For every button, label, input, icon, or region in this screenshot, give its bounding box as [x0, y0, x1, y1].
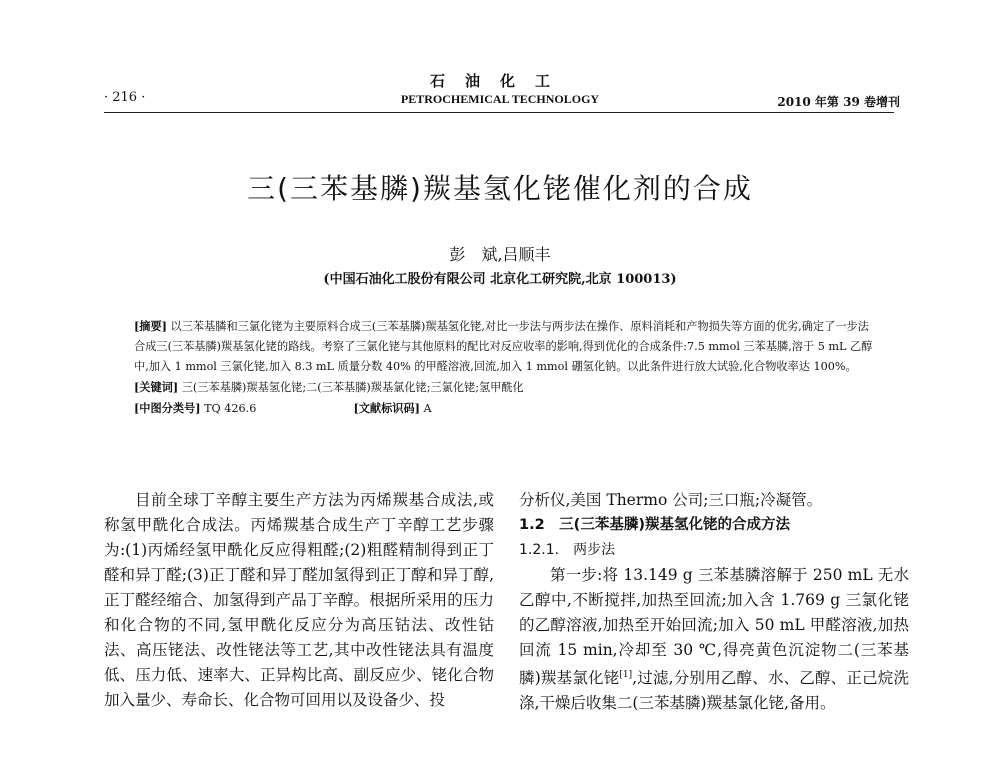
abstract-paragraph	[134, 316, 874, 377]
section-heading-1-2: 1.2 三(三苯基膦)羰基氢化铑的合成方法	[519, 517, 790, 533]
journal-name-cn: 石油化工	[429, 72, 570, 90]
method-text-end: ,过滤,分别用乙醇、水、乙醇、正己烷洗涤,干燥后收集二(三苯基膦)羰基氯化铑,备用。	[519, 669, 909, 713]
body-column-right	[519, 488, 909, 716]
method-text: 第一步:将 13.149 g 三苯基膦溶解于 250 mL 无水乙醇中,不断搅拌,加热至回流;加入含 1.769 g 三氯化铑的乙醇溶液,加热至开始回流;加入 50 mL 甲醛溶液,加热回流 15 min,冷却至 30 ℃,得亮黄色沉淀物二(三苯基膦)羰基氯化铑	[519, 566, 909, 688]
method-paragraph	[519, 563, 909, 716]
cls-value: TQ 426.6	[204, 402, 257, 415]
page-number: · 216 ·	[104, 90, 146, 105]
keywords-label: [关键词]	[134, 380, 179, 394]
article-title: 三(三苯基膦)羰基氢化铑催化剂的合成	[247, 172, 753, 205]
header-rule	[104, 112, 894, 113]
reference-mark[interactable]: [1]	[619, 670, 633, 680]
authors: 彭 斌,吕顺丰	[449, 245, 551, 264]
abstract-block	[134, 316, 874, 419]
doc-value: A	[423, 402, 432, 415]
abstract-text: 以三苯基膦和三氯化铑为主要原料合成三(三苯基膦)羰基氢化铑,对比一步法与两步法在操作、原料消耗和产物损失等方面的优劣,确定了一步法合成三(三苯基膦)羰基氢化铑的路线。考察了三氯化铑与其他原料的配比对反应收率的影响,得到优化的合成条件:7.5 mmol 三苯基膦,溶于 5 mL 乙醇中,加入 1 mmol 三氯化铑,加入 8.3 mL 质量分数 40% 的甲醛溶液,回流,加入 1 mmol 硼氢化钠。以此条件进行放大试验,化合物收率达 100%。	[134, 320, 873, 373]
abstract-label: [摘要]	[134, 319, 167, 333]
body-column-left	[104, 488, 494, 713]
issue-info: 2010 年第 39 卷增刊	[777, 95, 900, 109]
classification-row	[134, 398, 874, 419]
cls-label: [中图分类号]	[134, 401, 201, 415]
section-heading-1-2-1: 1.2.1. 两步法	[519, 542, 616, 558]
affiliation: (中国石油化工股份有限公司 北京化工研究院,北京 100013)	[323, 272, 677, 287]
journal-name-en: PETROCHEMICAL TECHNOLOGY	[400, 92, 600, 106]
keywords-text: 三(三苯基膦)羰基氢化铑;二(三苯基膦)羰基氯化铑;三氯化铑;氢甲酰化	[181, 381, 524, 394]
keywords-row	[134, 377, 874, 398]
doc-label: [文献标识码]	[353, 401, 420, 415]
intro-paragraph: 目前全球丁辛醇主要生产方法为丙烯羰基合成法,或称氢甲酰化合成法。丙烯羰基合成生产丁辛醇工艺步骤为:(1)丙烯经氢甲酰化反应得粗醛;(2)粗醛精制得到正丁醛和异丁醛;(3)正丁醛和异丁醛加氢得到正丁醇和异丁醇,正丁醛经缩合、加氢得到产品丁辛醇。根据所采用的压力和化合物的不同,氢甲酰化反应分为高压钴法、改性钴法、高压铑法、改性铑法等工艺,其中改性铑法具有温度低、压力低、速率大、正异构比高、副反应少、铑化合物加入量少、寿命长、化合物可回用以及设备少、投	[104, 491, 494, 709]
equipment-line: 分析仪,美国 Thermo 公司;三口瓶;冷凝管。	[519, 491, 823, 509]
